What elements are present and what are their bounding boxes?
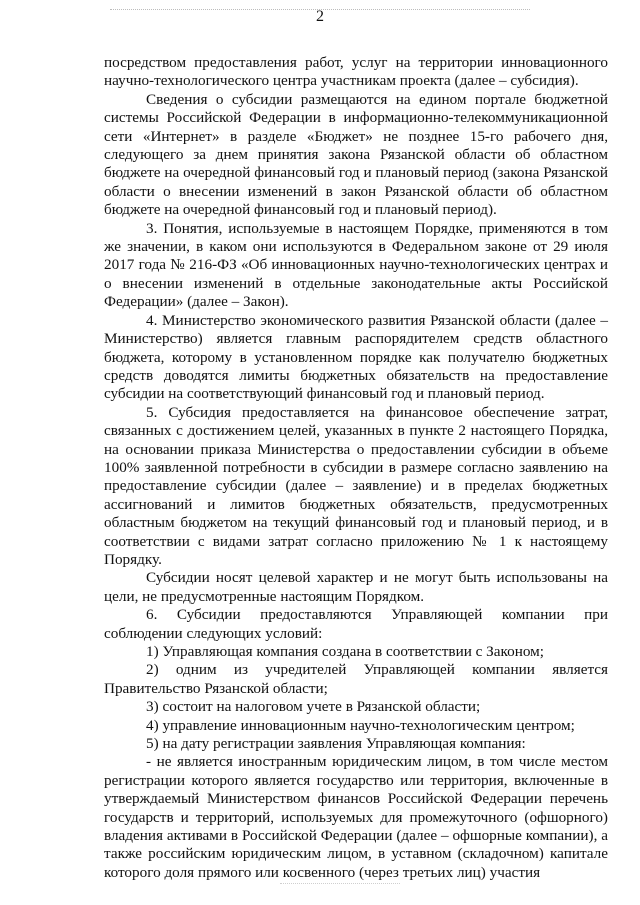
paragraph-subsidy-purpose: Субсидии носят целевой характер и не могут быть использованы на цели, не предусмотренные настоящим Порядком. <box>104 569 608 605</box>
scan-artifact-bottom <box>280 883 400 885</box>
document-body <box>104 54 608 882</box>
paragraph-continuation: посредством предоставления работ, услуг на территории инновационного научно-технологического центра участникам проекта (далее – субсидия). <box>104 54 608 90</box>
condition-5: 5) на дату регистрации заявления Управляющая компания: <box>146 735 526 753</box>
paragraph-item-3: 3. Понятия, используемые в настоящем Порядке, применяются в том же значении, в каком они используются в Федеральном законе от 29 июля 2017 года № 216-ФЗ «Об инновационных научно-технологических центрах и о внесении изменений в отдельные законодательные акты Российской Федерации» (далее – Закон). <box>104 219 608 311</box>
paragraph-item-5: 5. Субсидия предоставляется на финансовое обеспечение затрат, связанных с достижением целей, указанных в пункте 2 настоящего Порядка, на основании приказа Министерства о предоставлении субсидии в объеме 100% заявленной потребности в субсидии в размере согласно заявлению на предоставление субсидии (далее – заявление) и в пределах бюджетных ассигнований и лимитов бюджетных обязательств, предусмотренных областным бюджетом на текущий финансовый год и плановый период, и в соответствии с видами затрат согласно приложению № 1 к настоящему Порядку. <box>104 403 608 568</box>
page-number: 2 <box>316 8 324 25</box>
paragraph-item-6: 6. Субсидии предоставляются Управляющей компании при соблюдении следующих условий: <box>104 606 608 642</box>
condition-3: 3) состоит на налоговом учете в Рязанской области; <box>146 698 481 716</box>
paragraph-subsidy-info: Сведения о субсидии размещаются на едином портале бюджетной системы Российской Федерации в информационно-телекоммуникационной сети «Интернет» в разделе «Бюджет» не позднее 15-го рабочего дня, следующего за днем принятия закона Рязанской области об областном бюджете на очередной финансовый год и плановый период (закона Рязанской области о внесении изменений в закон Рязанской области об областном бюджете на очередной финансовый год и плановый период). <box>104 90 608 219</box>
condition-4: 4) управление инновационным научно-технологическим центром; <box>146 716 575 734</box>
condition-1: 1) Управляющая компания создана в соответствии с Законом; <box>146 643 544 660</box>
paragraph-item-4: 4. Министерство экономического развития Рязанской области (далее – Министерство) является главным распорядителем средств областного бюджета, которому в установленном порядке как получателю бюджетных средств доводятся лимиты бюджетных обязательств на предоставление субсидии на соответствующий финансовый год и плановый период. <box>104 311 608 403</box>
condition-5-dash-1: - не является иностранным юридическим лицом, в том числе местом регистрации которого является государство или территория, включенные в утверждаемый Министерством финансов Российской Федерации перечень государств и территорий, используемых для промежуточного (офшорного) владения активами в Российской Федерации (далее – офшорные компании), а также российским юридическим лицом, в уставном (складочном) капитале которого доля прямого или косвенного (через третьих лиц) участия <box>104 753 608 881</box>
condition-2: 2) одним из учредителей Управляющей компании является Правительство Рязанской области; <box>104 661 608 697</box>
